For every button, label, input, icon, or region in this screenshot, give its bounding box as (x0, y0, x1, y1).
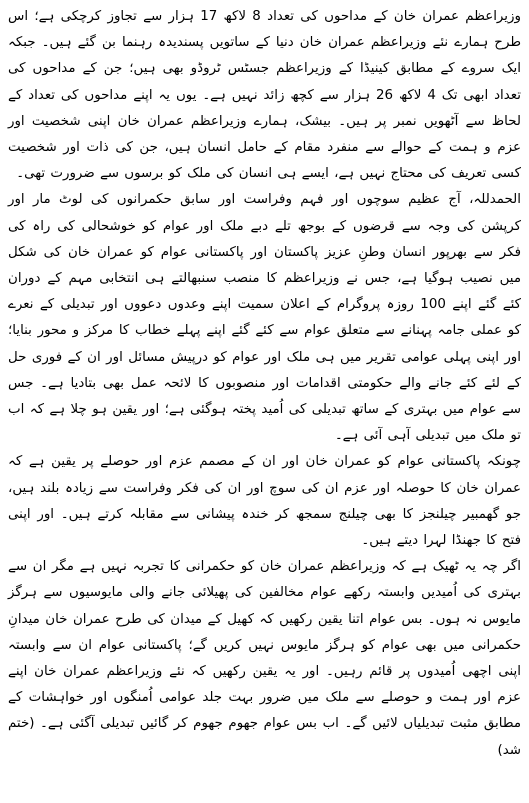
article-paragraph-3: چونکہ پاکستانی عوام کو عمران خان اور ان کے مصمم عزم اور حوصلے پر یقین ہے کہ عمران خان کا حوصلہ اور عزم ان کی سوچ اور ان کی فکر وفراست سے زیادہ بلند ہیں، جو گھمبیر چیلنجز کا بھی چیلنج سمجھ کر خندہ پیشانی سے مقابلہ کرتے ہیں۔ اور اپنی فتح کا جھنڈا لہرا دیتے ہیں۔ (8, 454, 521, 549)
article-paragraph-2: الحمدللہ، آج عظیم سوچوں اور فہم وفراست اور سابق حکمرانوں کی لوٹ مار اور کرپشن کی وجہ سے قرضوں کے بوجھ تلے دبے ملک اور عوام کو خوشحالی کی راہ کی فکر سے بھرپور انسان وطنِ عزیز پاکستان اور پاکستانی عوام کو عمران خان کی شکل میں نصیب ہوگیا ہے، جس نے وزیراعظم کا منصب سنبھالتے ہی انتخابی مہم کے دوران کئے گئے اپنے 100 روزہ پروگرام کے اعلان سمیت اپنے وعدوں دعووں اور تبدیلی کے نعرے کو عملی جامہ پہنانے سے متعلق عوام سے کئے گئے اپنے پہلے خطاب کا مرکز و محور بنایا؛ اور اپنی پہلی عوامی تقریر میں ہی ملک اور عوام کو درپیش مسائل اور ان کے فوری حل کے لئے کئے جانے والے حکومتی اقدامات اور منصوبوں کا لائحہ عمل بھی بتادیا ہے۔ جس سے عوام میں بہتری کے ساتھ تبدیلی کی اُمید پختہ ہوگئی ہے؛ اور یقین ہو چلا ہے کہ اب تو ملک میں تبدیلی آہی آئی ہے۔ (8, 192, 521, 444)
article-paragraph-1: وزیراعظم عمران خان کے مداحوں کی تعداد 8 لاکھ 17 ہزار سے تجاوز کرچکی ہے؛ اس طرح ہمارے نئے وزیراعظم عمران خان دنیا کے ساتویں پسندیدہ رہنما بن گئے ہیں۔ جبکہ ایک سروے کے مطابق کینیڈا کے وزیراعظم جسٹس ٹروڈو بھی ہیں؛ جن کے مداحوں کی تعداد ابھی تک 4 لاکھ 26 ہزار سے کچھ زائد نہیں ہے۔ یوں یہ اپنے مداحوں کی تعداد کے لحاظ سے آٹھویں نمبر پر ہیں۔ بیشک، ہمارے وزیراعظم عمران خان اپنی شخصیت اور عزم و ہمت کے حوالے سے منفرد مقام کے حامل انسان ہیں، جن کی ذات اور شخصیت کسی تعریف کی محتاج نہیں ہے، ایسے ہی انسان کی ملک کو برسوں سے ضرورت تھی۔ (8, 9, 521, 182)
article-paragraph-4: اگر چہ یہ ٹھیک ہے کہ وزیراعظم عمران خان کو حکمرانی کا تجربہ نہیں ہے مگر ان سے بہتری کی اُمیدیں وابستہ رکھے عوام مخالفین کی پھیلائی جانے والی مایوسیوں سے ہرگز مایوس نہ ہوں۔ بس عوام اتنا یقین رکھیں کہ کھیل کے میدان کی طرح عمران خان میدانِ حکمرانی میں بھی عوام کو ہرگز مایوس نہیں کریں گے؛ پاکستانی عوام ان سے وابستہ اپنی اچھی اُمیدوں پر قائم رہیں۔ اور یہ یقین رکھیں کہ نئے وزیراعظم عمران خان اپنے عزم اور ہمت و حوصلے سے ملک میں ضرور بہت جلد عوامی اُمنگوں اور خواہشات کے مطابق مثبت تبدیلیاں لائیں گے۔ اب بس عوام جھوم جھوم کر گائیں تبدیلی آگئی ہے۔ (ختم شد) (8, 559, 521, 758)
